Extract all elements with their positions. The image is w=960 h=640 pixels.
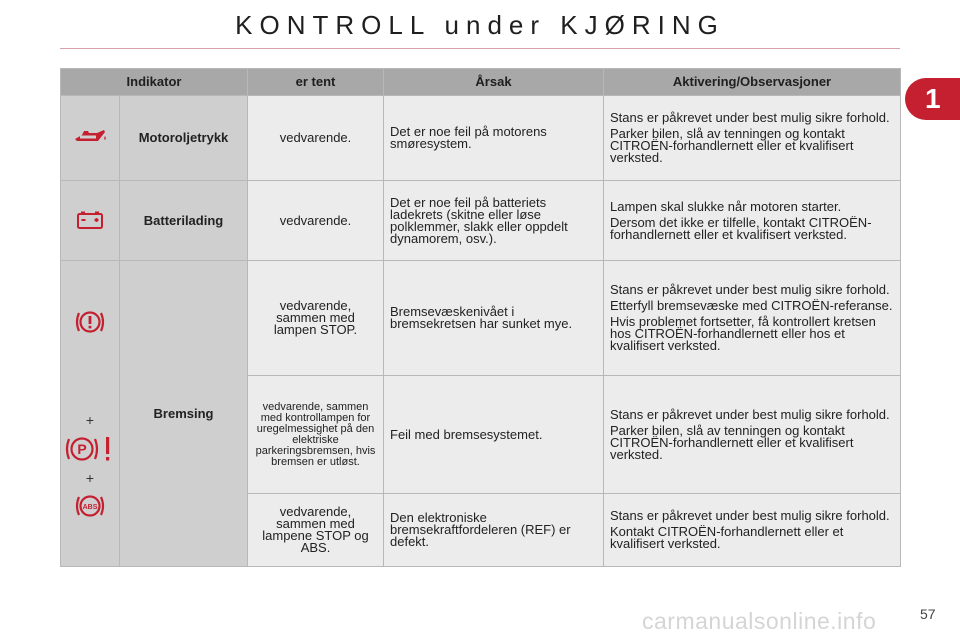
page-title: KONTROLL under KJØRING	[235, 10, 725, 40]
action-text: Stans er påkrevet under best mulig sikre forhold.	[610, 508, 890, 523]
action-text: Stans er påkrevet under best mulig sikre forhold.	[610, 282, 890, 297]
cause-text: Det er noe feil på motorens smøresystem.	[384, 96, 604, 181]
action-text: Hvis problemet fortsetter, få kontrollert kretsen hos CITROËN-forhandlernett eller hos et kvalifisert verksted.	[610, 314, 876, 353]
cause-text: Den elektroniske bremsekraftfordeleren (REF) er defekt.	[384, 494, 604, 567]
indicator-name: Bremsing	[120, 261, 248, 567]
lit-condition: vedvarende.	[248, 96, 384, 181]
battery-icon	[76, 210, 104, 230]
indicator-table	[60, 68, 901, 567]
cause-text: Det er noe feil på batteriets ladekrets (skitne eller løse polklemmer, slakk eller oppdelt dynamorem, osv.).	[384, 181, 604, 261]
table-row	[61, 261, 901, 376]
plus-sign: +	[85, 469, 95, 486]
lit-condition: vedvarende, sammen med kontrollampen for uregelmessighet på den elektriske parkeringsbremsen, hvis bremsen er utløst.	[248, 376, 384, 494]
header-indikator: Indikator	[61, 69, 248, 96]
action-cell	[604, 96, 901, 181]
action-text: Parker bilen, slå av tenningen og kontakt CITROËN-forhandlernett eller et kvalifisert verksted.	[610, 126, 854, 165]
indicator-icon-cell	[61, 181, 120, 261]
cause-text: Feil med bremsesystemet.	[384, 376, 604, 494]
plus-sign: +	[85, 411, 95, 428]
svg-text:P: P	[77, 440, 87, 457]
page-number: 57	[920, 606, 936, 622]
action-cell	[604, 494, 901, 567]
title-divider	[60, 48, 900, 49]
lit-condition: vedvarende, sammen med lampen STOP.	[248, 261, 384, 376]
indicator-icon-cell	[61, 261, 120, 567]
action-cell	[604, 181, 901, 261]
action-text: Etterfyll bremsevæske med CITROËN-referanse.	[610, 298, 893, 313]
chapter-tab[interactable]: 1	[905, 78, 960, 120]
action-text: Lampen skal slukke når motoren starter.	[610, 198, 842, 214]
brake-warning-icon	[73, 307, 107, 337]
parking-brake-icon	[63, 433, 117, 465]
abs-icon	[73, 491, 107, 521]
header-arsak: Årsak	[384, 69, 604, 96]
action-text: Stans er påkrevet under best mulig sikre forhold.	[610, 110, 890, 125]
action-cell	[604, 376, 901, 494]
lit-condition: vedvarende, sammen med lampene STOP og ABS.	[248, 494, 384, 567]
header-aktivering: Aktivering/Observasjoner	[604, 69, 901, 96]
action-cell	[604, 261, 901, 376]
table-row	[61, 181, 901, 261]
lit-condition: vedvarende.	[248, 181, 384, 261]
indicator-name: Motoroljetrykk	[120, 96, 248, 181]
table-header-row	[61, 69, 901, 96]
action-text: Kontakt CITROËN-forhandlernett eller et kvalifisert verksted.	[610, 524, 844, 551]
oil-pressure-icon	[72, 127, 108, 147]
header-er-tent: er tent	[248, 69, 384, 96]
svg-text:ABS: ABS	[82, 503, 98, 511]
indicator-name: Batterilading	[120, 181, 248, 261]
table-row	[61, 96, 901, 181]
watermark: carmanualsonline.info	[642, 608, 877, 634]
action-text: Dersom det ikke er tilfelle, kontakt CITROËN-forhandlernett eller et kvalifisert verksted.	[610, 214, 872, 242]
action-text: Parker bilen, slå av tenningen og kontakt CITROËN-forhandlernett eller et kvalifisert verksted.	[610, 422, 854, 462]
action-text: Stans er påkrevet under best mulig sikre forhold.	[610, 406, 890, 422]
indicator-icon-cell	[61, 96, 120, 181]
cause-text: Bremsevæskenivået i bremsekretsen har sunket mye.	[384, 261, 604, 376]
